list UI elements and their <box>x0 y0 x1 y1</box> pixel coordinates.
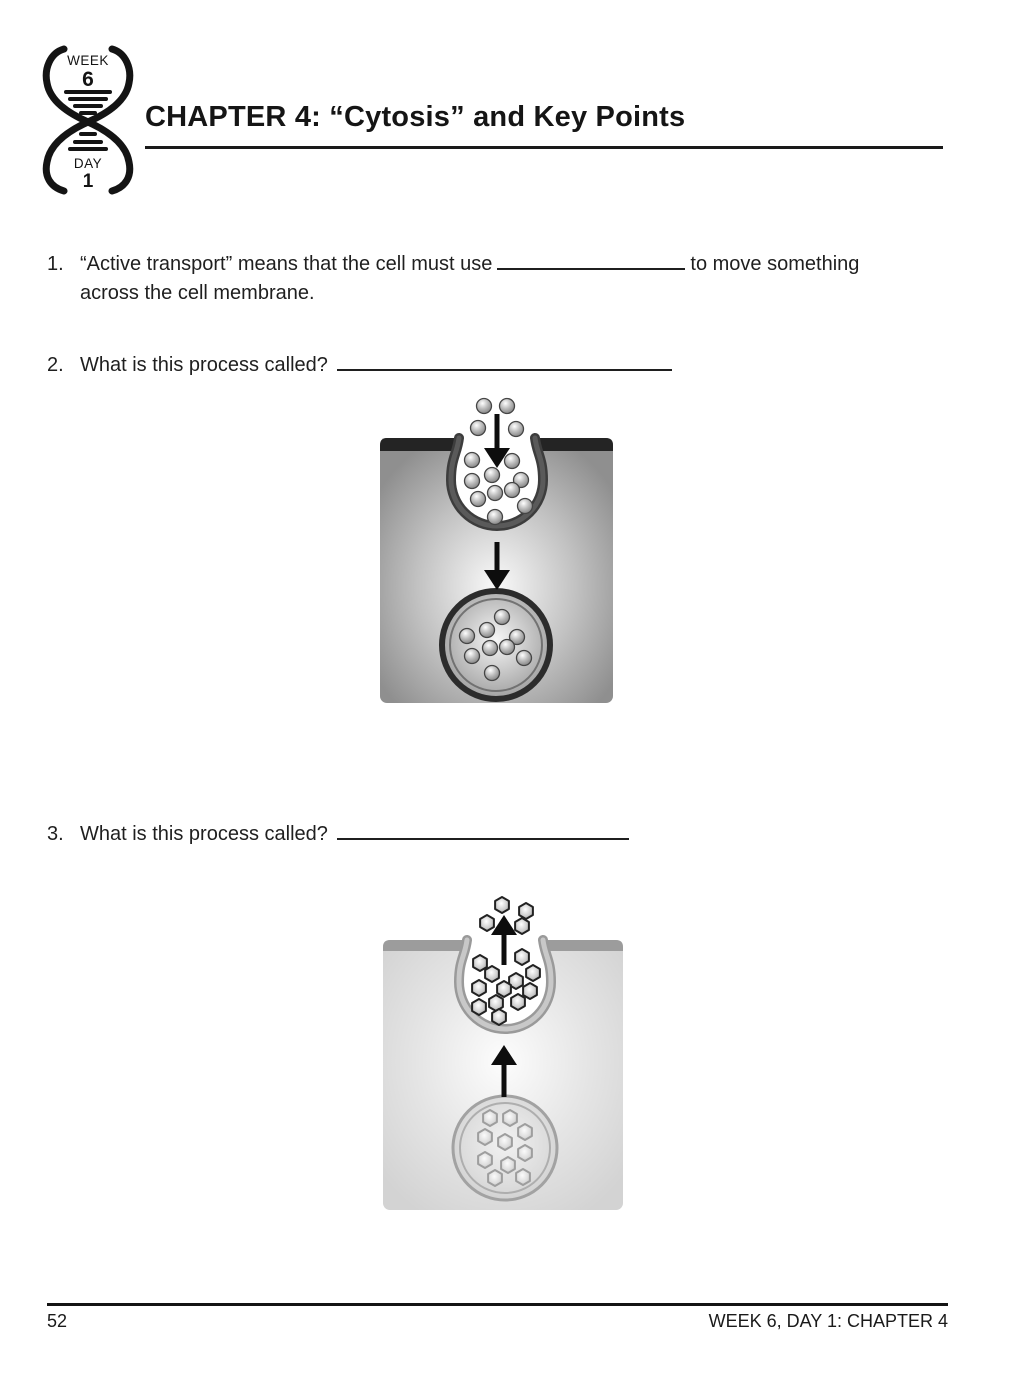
badge-day-label: DAY <box>73 156 103 171</box>
question-text <box>80 250 859 308</box>
question-3 <box>47 820 977 849</box>
badge-week-value: 6 <box>82 68 94 91</box>
question-1-text-after-blank: to move something <box>690 253 860 275</box>
question-text <box>80 820 634 849</box>
question-2 <box>47 351 977 380</box>
page-title: CHAPTER 4: “Cytosis” and Key Points <box>145 101 686 133</box>
question-1-text-line2: across the cell membrane. <box>80 282 315 304</box>
footer <box>47 1311 948 1332</box>
question-3-prompt: What is this process called? <box>80 823 328 845</box>
endocytosis-diagram <box>370 392 630 714</box>
exocytosis-diagram <box>370 885 640 1225</box>
question-1-text-before-blank: “Active transport” means that the cell must use <box>80 253 493 275</box>
answer-blank-2 <box>337 351 672 371</box>
badge-day-value: 1 <box>82 171 94 192</box>
question-number: 2. <box>47 354 64 376</box>
badge-week-label: WEEK <box>67 53 109 68</box>
question-text <box>80 351 677 380</box>
question-number: 1. <box>47 253 64 275</box>
question-number: 3. <box>47 823 64 845</box>
question-1 <box>47 250 977 308</box>
answer-blank-3 <box>337 820 629 840</box>
question-2-prompt: What is this process called? <box>80 354 328 376</box>
running-title: WEEK 6, DAY 1: CHAPTER 4 <box>708 1311 948 1331</box>
page-number: 52 <box>47 1311 68 1331</box>
answer-blank-1 <box>497 250 685 270</box>
footer-rule <box>47 1303 948 1306</box>
week-day-dna-badge <box>40 44 136 196</box>
title-underline <box>145 146 943 149</box>
